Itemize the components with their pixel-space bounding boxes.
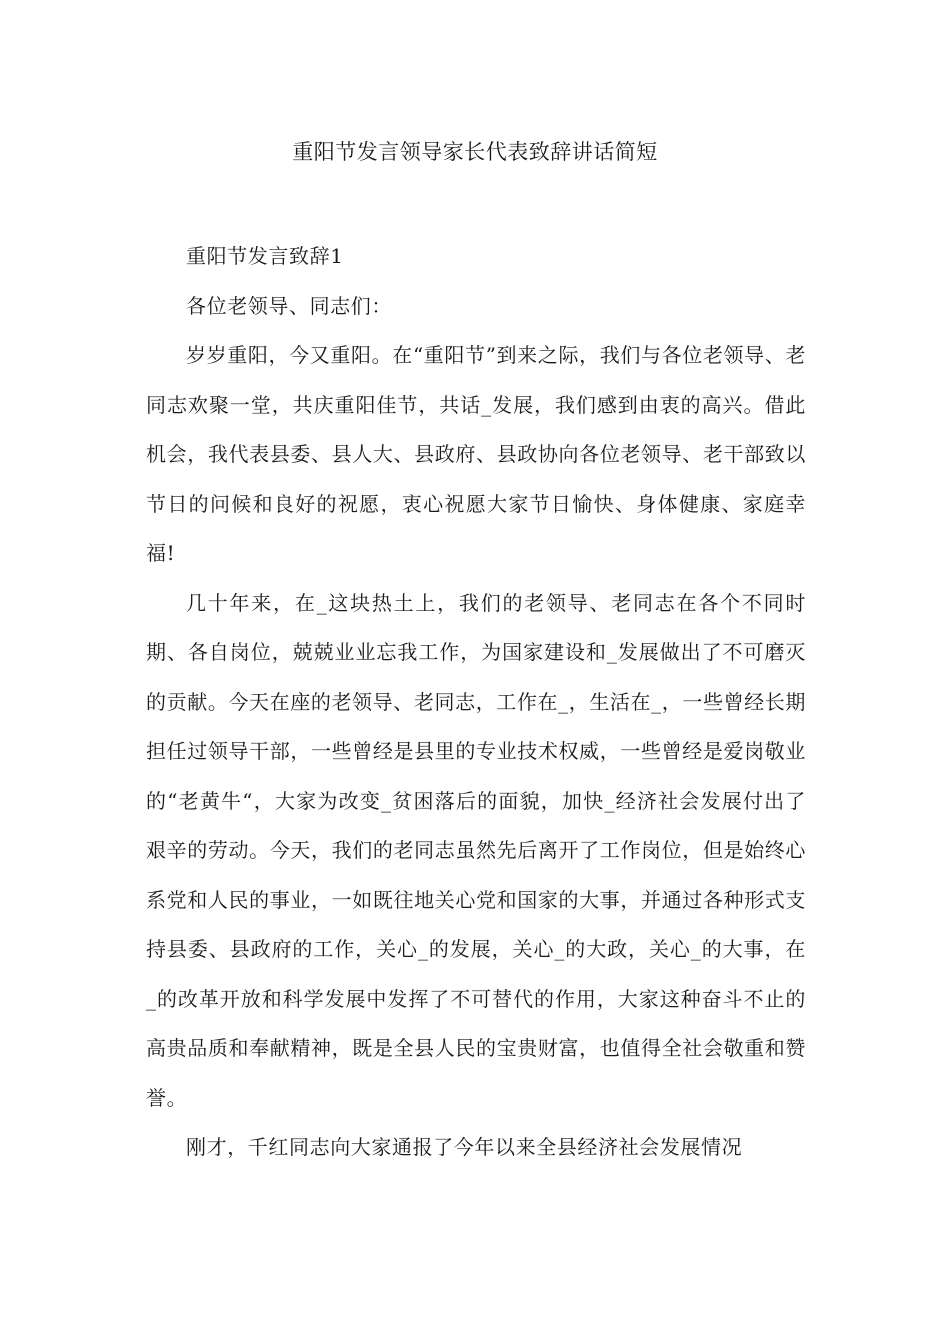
document-body bbox=[146, 232, 806, 1173]
paragraph: 几十年来，在_这块热土上，我们的老领导、老同志在各个不同时期、各自岗位，兢兢业业忘我工作，为国家建设和_发展做出了不可磨灭的贡献。今天在座的老领导、老同志，工作在_，生活在_，一些曾经长期担任过领导干部，一些曾经是县里的专业技术权威，一些曾经是爱岗敬业的“老黄牛“，大家为改变_贫困落后的面貌，加快_经济社会发展付出了艰辛的劳动。今天，我们的老同志虽然先后离开了工作岗位，但是始终心系党和人民的事业，一如既往地关心党和国家的大事，并通过各种形式支持县委、县政府的工作，关心_的发展，关心_的大政，关心_的大事，在_的改革开放和科学发展中发挥了不可替代的作用，大家这种奋斗不止的高贵品质和奉献精神，既是全县人民的宝贵财富，也值得全社会敬重和赞誉。 bbox=[146, 590, 806, 1110]
document-title: 重阳节发言领导家长代表致辞讲话简短 bbox=[292, 140, 658, 164]
paragraph: 岁岁重阳，今又重阳。在“重阳节”到来之际，我们与各位老领导、老同志欢聚一堂，共庆重阳佳节，共话_发展，我们感到由衷的高兴。借此机会，我代表县委、县人大、县政府、县政协向各位老领导、老干部致以节日的问候和良好的祝愿，衷心祝愿大家节日愉快、身体健康、家庭幸福! bbox=[146, 343, 806, 565]
paragraph-heading: 重阳节发言致辞1 bbox=[186, 244, 344, 268]
paragraph: 刚才，千红同志向大家通报了今年以来全县经济社会发展情况 bbox=[186, 1135, 743, 1159]
paragraph-salutation: 各位老领导、同志们： bbox=[186, 293, 392, 318]
